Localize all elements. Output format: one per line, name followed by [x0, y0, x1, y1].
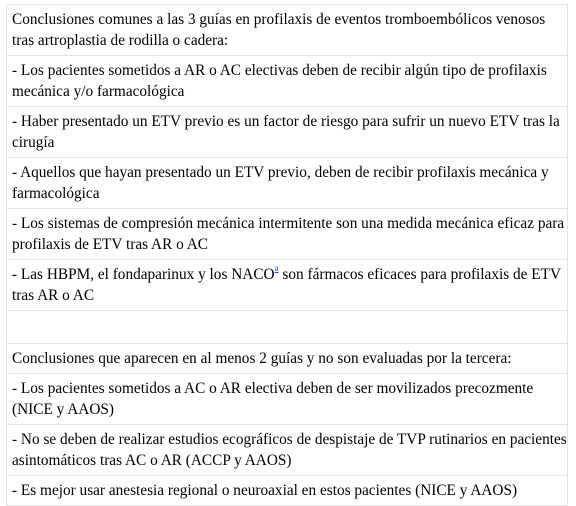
section-heading-partial: Conclusiones que aparecen en al menos 2 guías y no son evaluadas por la tercera:: [7, 343, 567, 373]
table-row: - Los sistemas de compresión mecánica intermitente son una medida mecánica eficaz para profilaxis de ETV tras AR o AC: [7, 208, 567, 259]
footnote-link[interactable]: a: [274, 262, 279, 273]
table-row: - Es mejor usar anestesia regional o neuroaxial en estos pacientes (NICE y AAOS): [7, 475, 567, 505]
table-row: - Haber presentado un ETV previo es un factor de riesgo para sufrir un nuevo ETV tras la cirugía: [7, 106, 567, 157]
table-row: - Los pacientes sometidos a AC o AR electiva deben de ser movilizados precozmente (NICE y AAOS): [7, 373, 567, 424]
table-row: - No se deben de realizar estudios ecográficos de despistaje de TVP rutinarios en pacientes asintomáticos tras AC o AR (ACCP y AAOS): [7, 424, 567, 475]
row-text-after: son fármacos eficaces para profilaxis de ETV tras AR o AC: [12, 266, 561, 304]
conclusions-table: [6, 4, 568, 506]
empty-row: [7, 310, 567, 343]
row-text-before: - Las HBPM, el fondaparinux y los NACO: [12, 266, 275, 283]
section-heading-common: Conclusiones comunes a las 3 guías en profilaxis de eventos tromboembólicos venosos tras artroplastia de rodilla o cadera:: [7, 4, 567, 55]
table-row: - Los pacientes sometidos a AR o AC electivas deben de recibir algún tipo de profilaxis mecánica y/o farmacológica: [7, 55, 567, 106]
table-row: [7, 259, 567, 310]
footnote-marker: [275, 263, 279, 273]
table-row: - Aquellos que hayan presentado un ETV previo, deben de recibir profilaxis mecánica y farmacológica: [7, 157, 567, 208]
